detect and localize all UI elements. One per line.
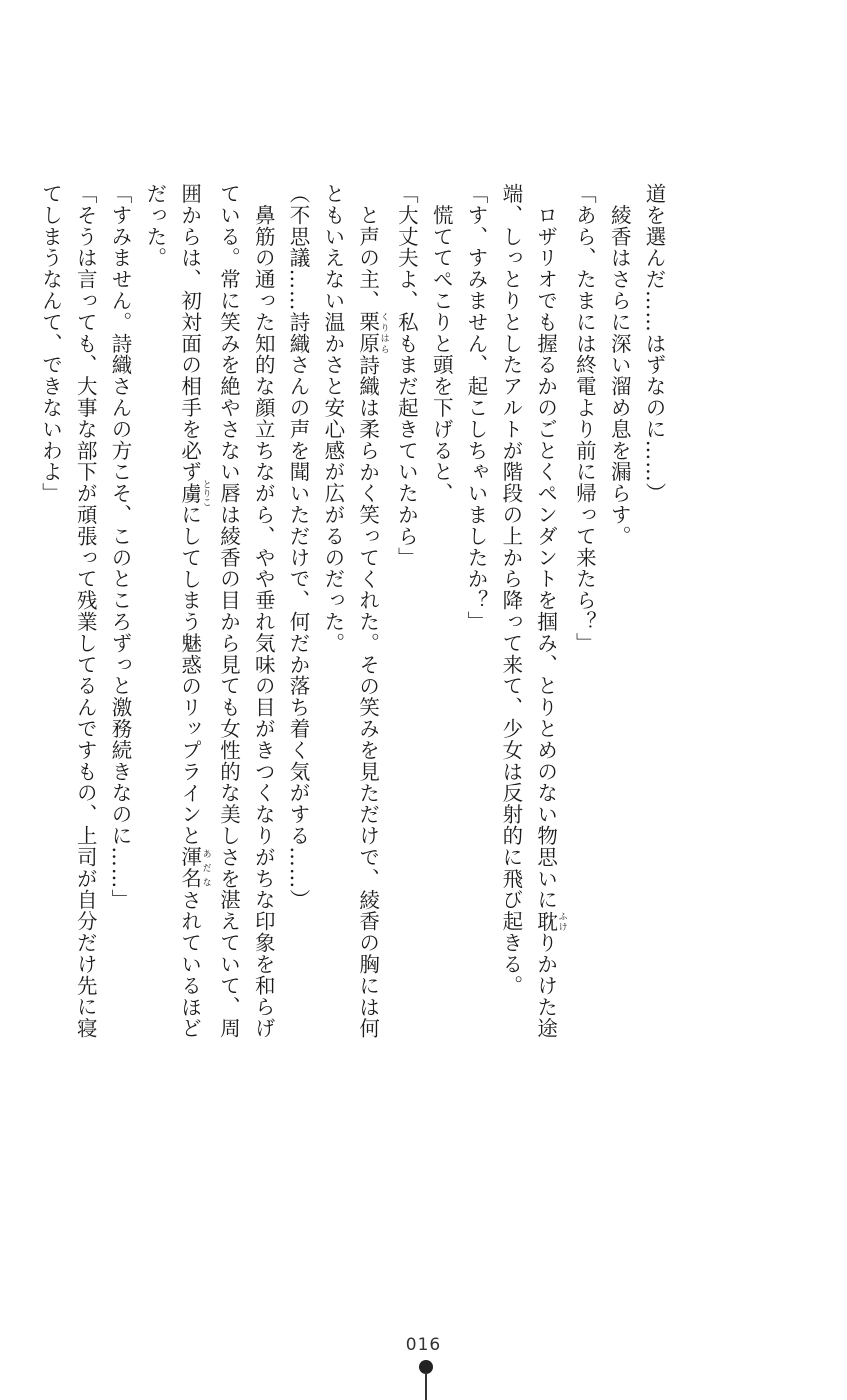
text-line <box>493 183 528 1143</box>
text-segment: 「大丈夫よ、私もまだ起きていたから」 <box>394 183 419 569</box>
text-line <box>245 183 280 1143</box>
text-segment: 道を選んだ……はずなのに……） <box>642 183 666 504</box>
text-line <box>280 183 315 1143</box>
text-line <box>458 183 493 1143</box>
text-segment: 「すみません。詩織さんの方こそ、このところずっと激務続きなのに……」 <box>108 183 133 911</box>
ruby-annotation <box>177 479 211 507</box>
ruby-base: 栗原 <box>355 311 380 355</box>
text-line <box>211 183 246 1143</box>
text-segment: 「す、すみません、起こしちゃいましたか？」 <box>464 183 489 633</box>
text-line <box>528 183 567 1143</box>
text-line <box>137 183 172 1143</box>
ruby-annotation <box>355 311 389 355</box>
text-segment: 鼻筋の通った知的な顔立ちながら、やや垂れ気味の目がきつくなりがちな印象を和らげ <box>251 183 276 1039</box>
vertical-body-text <box>38 183 671 1143</box>
text-segment: 詩織は柔らかく笑ってくれた。その笑みを見ただけで、綾香の胸には何 <box>355 354 380 1040</box>
text-segment: 綾香はさらに深い溜め息を漏らす。 <box>607 183 632 547</box>
text-segment: 囲からは、初対面の相手を必ず <box>177 183 202 483</box>
text-line <box>567 183 602 1143</box>
text-segment: 「あら、たまには終電より前に帰って来たら？」 <box>572 183 597 654</box>
ruby-annotation <box>177 846 211 890</box>
text-segment: ている。常に笑みを絶やさない唇は綾香の目から見ても女性的な美しさを湛えていて、周 <box>216 183 241 1039</box>
text-line <box>350 183 389 1143</box>
text-segment: （不思議……詩織さんの声を聞いただけで、何だか落ち着く気がする……） <box>286 183 311 911</box>
text-line <box>102 183 137 1143</box>
text-line <box>601 183 636 1143</box>
ruby-reading: とりこ <box>200 479 211 507</box>
page-number: 016 <box>405 1335 442 1355</box>
ruby-reading: ふけ <box>556 910 567 932</box>
text-segment: だった。 <box>142 183 167 269</box>
ruby-base: 渾名 <box>177 846 202 890</box>
ruby-base: 虜 <box>177 479 202 507</box>
text-segment: と声の主、 <box>355 183 380 312</box>
text-line <box>389 183 424 1143</box>
text-segment: 慌ててぺこりと頭を下げると、 <box>429 183 454 504</box>
text-line <box>172 183 211 1143</box>
ruby-reading: くりはら <box>378 311 389 355</box>
ruby-annotation <box>533 910 567 933</box>
text-segment: りかけた途 <box>533 932 558 1040</box>
ruby-base: 耽 <box>533 910 558 933</box>
folio-line-ornament <box>425 1372 427 1400</box>
text-line <box>423 183 458 1143</box>
text-segment: ともいえない温かさと安心感が広がるのだった。 <box>320 183 345 654</box>
text-segment: 端、しっとりとしたアルトが階段の上から降って来て、少女は反射的に飛び起きる。 <box>498 183 523 997</box>
text-line <box>33 183 68 1143</box>
text-line <box>636 183 671 1143</box>
text-line <box>315 183 350 1143</box>
text-segment: ロザリオでも握るかのごとくペンダントを掴み、とりとめのない物思いに <box>533 183 558 911</box>
text-segment: にしてしまう魅惑のリップラインと <box>177 504 202 847</box>
ruby-reading: あだな <box>200 846 211 890</box>
text-segment: 「そうは言っても、大事な部下が頑張って残業してるんですもの、上司が自分だけ先に寝 <box>73 183 98 1039</box>
text-line <box>67 183 102 1143</box>
text-segment: されているほど <box>177 889 202 1040</box>
text-segment: てしまうなんて、できないわよ」 <box>38 183 63 504</box>
